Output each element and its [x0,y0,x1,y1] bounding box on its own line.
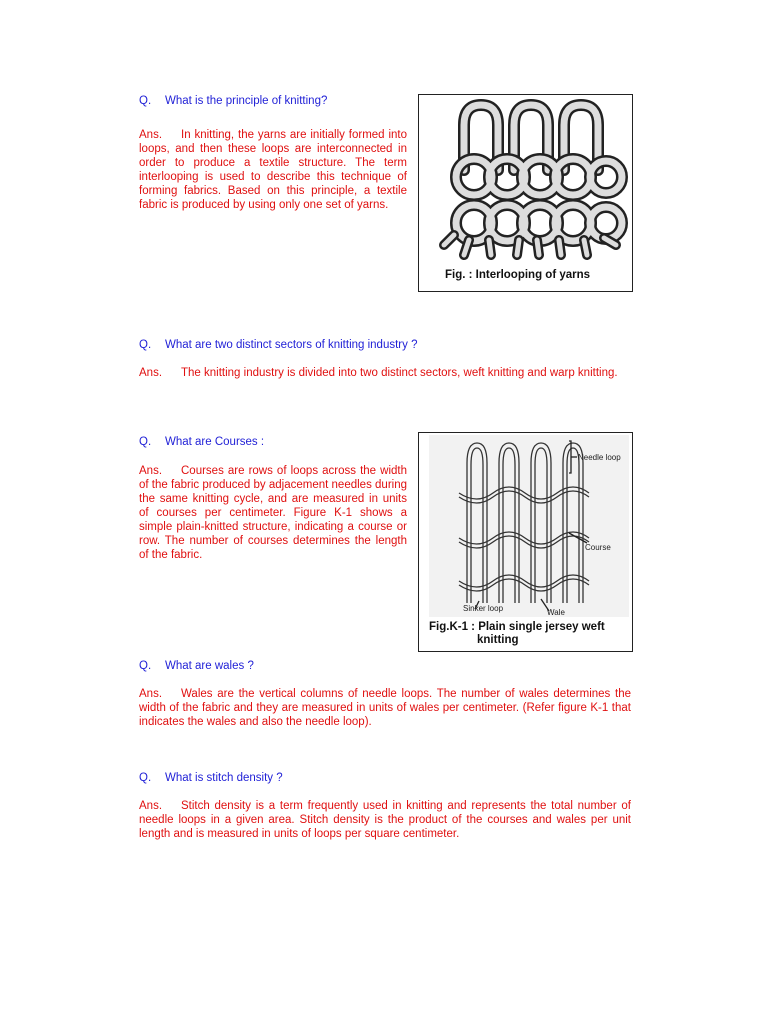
question-label: Q. [139,660,152,672]
question-label: Q. [139,772,152,784]
answer-label: Ans. [139,688,163,700]
answer-text: In knitting, the yarns are initially formed into loops, and then these loops are interconnected in order to produce a textile structure. The term interlooping is used to describe this technique of forming fabrics. Based on this principle, a textile fabric is produced by using only one set of yarns. [139,129,407,211]
wale-label: Wale [547,608,565,617]
answer-1 [139,128,407,212]
question-text: What are two distinct sectors of knitting industry ? [165,339,418,351]
question-text: What are wales ? [165,660,254,672]
figure-caption-line2: knitting [477,634,519,646]
plain-jersey-illustration [419,433,632,618]
answer-label: Ans. [139,465,163,477]
sinker-loop-label: Sinker loop [463,604,504,613]
figure-interlooping [418,94,633,292]
question-text: What are Courses : [165,436,265,448]
interlooping-illustration [419,95,632,265]
course-label: Course [585,543,611,552]
answer-text: Courses are rows of loops across the width of the fabric produced by adjacement needles during the same knitting cycle, and are measured in units of courses per centimeter. Figure K-1 shows a simple plain-knitted structure, indicating a course or row. The number of courses determines the length of the fabric. [139,465,407,561]
question-5 [139,771,631,785]
figure-caption-line1: Fig.K-1 : Plain single jersey weft [429,621,605,633]
question-text: What is the principle of knitting? [165,95,328,107]
figure-caption: Fig. : Interlooping of yarns [445,269,591,281]
question-label: Q. [139,95,152,107]
question-4 [139,659,631,673]
figure-plain-jersey [418,432,633,652]
answer-label: Ans. [139,367,163,379]
question-1 [139,94,399,108]
answer-5 [139,799,631,841]
answer-label: Ans. [139,800,163,812]
question-label: Q. [139,436,152,448]
answer-text: The knitting industry is divided into two distinct sectors, weft knitting and warp knitting. [181,367,618,379]
question-label: Q. [139,339,152,351]
question-2 [139,338,631,352]
answer-3 [139,464,407,562]
answer-2 [139,366,631,380]
question-3 [139,435,399,449]
answer-text: Wales are the vertical columns of needle loops. The number of wales determines the width of the fabric and they are measured in units of wales per centimeter. (Refer figure K-1 that indicates the wales and also the needle loop). [139,688,631,728]
answer-text: Stitch density is a term frequently used in knitting and represents the total number of needle loops in a given area. Stitch density is the product of the courses and wales per unit length and is measured in units of loops per square centimeter. [139,800,631,840]
answer-label: Ans. [139,129,163,141]
answer-4 [139,687,631,729]
needle-loop-label: Needle loop [578,453,621,462]
question-text: What is stitch density ? [165,772,283,784]
